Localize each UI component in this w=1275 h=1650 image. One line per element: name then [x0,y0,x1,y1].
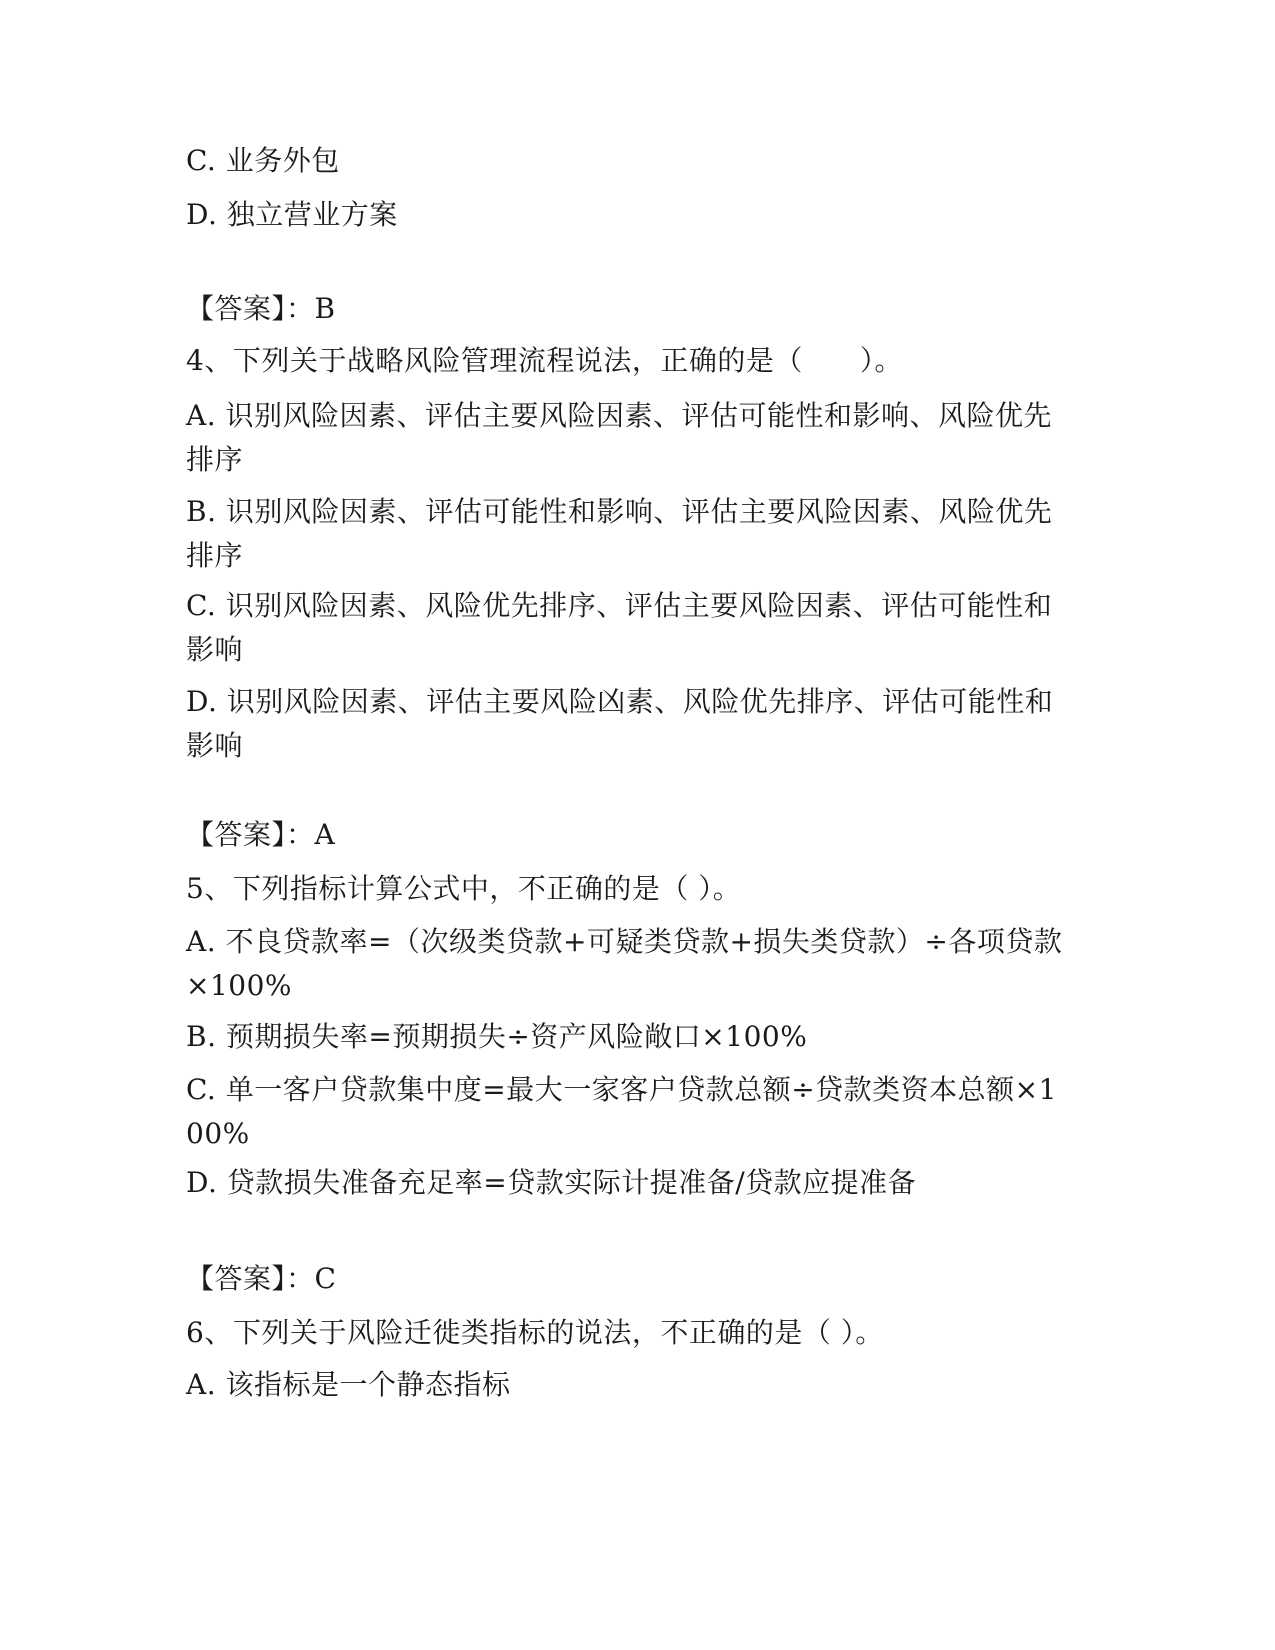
q4-answer: 【答案】：A [186,818,336,851]
q3-option-d: D. 独立营业方案 [186,198,398,231]
q6-option-a: A. 该指标是一个静态指标 [186,1368,511,1401]
q5-option-b: B. 预期损失率=预期损失÷资产风险敞口×100% [186,1020,808,1053]
q4-option-a: A. 识别风险因素、评估主要风险因素、评估可能性和影响、风险优先排序 [186,399,1053,476]
q6-question: 6、下列关于风险迁徙类指标的说法，不正确的是（ ）。 [186,1316,884,1349]
q4-option-b: B. 识别风险因素、评估可能性和影响、评估主要风险因素、风险优先排序 [186,495,1053,572]
q3-option-c: C. 业务外包 [186,144,340,177]
q4-option-c: C. 识别风险因素、风险优先排序、评估主要风险因素、评估可能性和影响 [186,589,1053,666]
q4-question: 4、下列关于战略风险管理流程说法，正确的是（ ）。 [186,344,903,377]
q4-option-d: D. 识别风险因素、评估主要风险凶素、风险优先排序、评估可能性和影响 [186,685,1054,762]
q5-option-a: A. 不良贷款率=（次级类贷款+可疑类贷款+损失类贷款）÷各项贷款×100% [186,925,1063,1002]
q3-answer: 【答案】：B [186,292,336,325]
q5-option-d: D. 贷款损失准备充足率=贷款实际计提准备/贷款应提准备 [186,1166,917,1199]
q5-question: 5、下列指标计算公式中，不正确的是（ ）。 [186,872,742,905]
q5-option-c: C. 单一客户贷款集中度=最大一家客户贷款总额÷贷款类资本总额×100% [186,1073,1057,1150]
q5-answer: 【答案】：C [186,1262,337,1295]
